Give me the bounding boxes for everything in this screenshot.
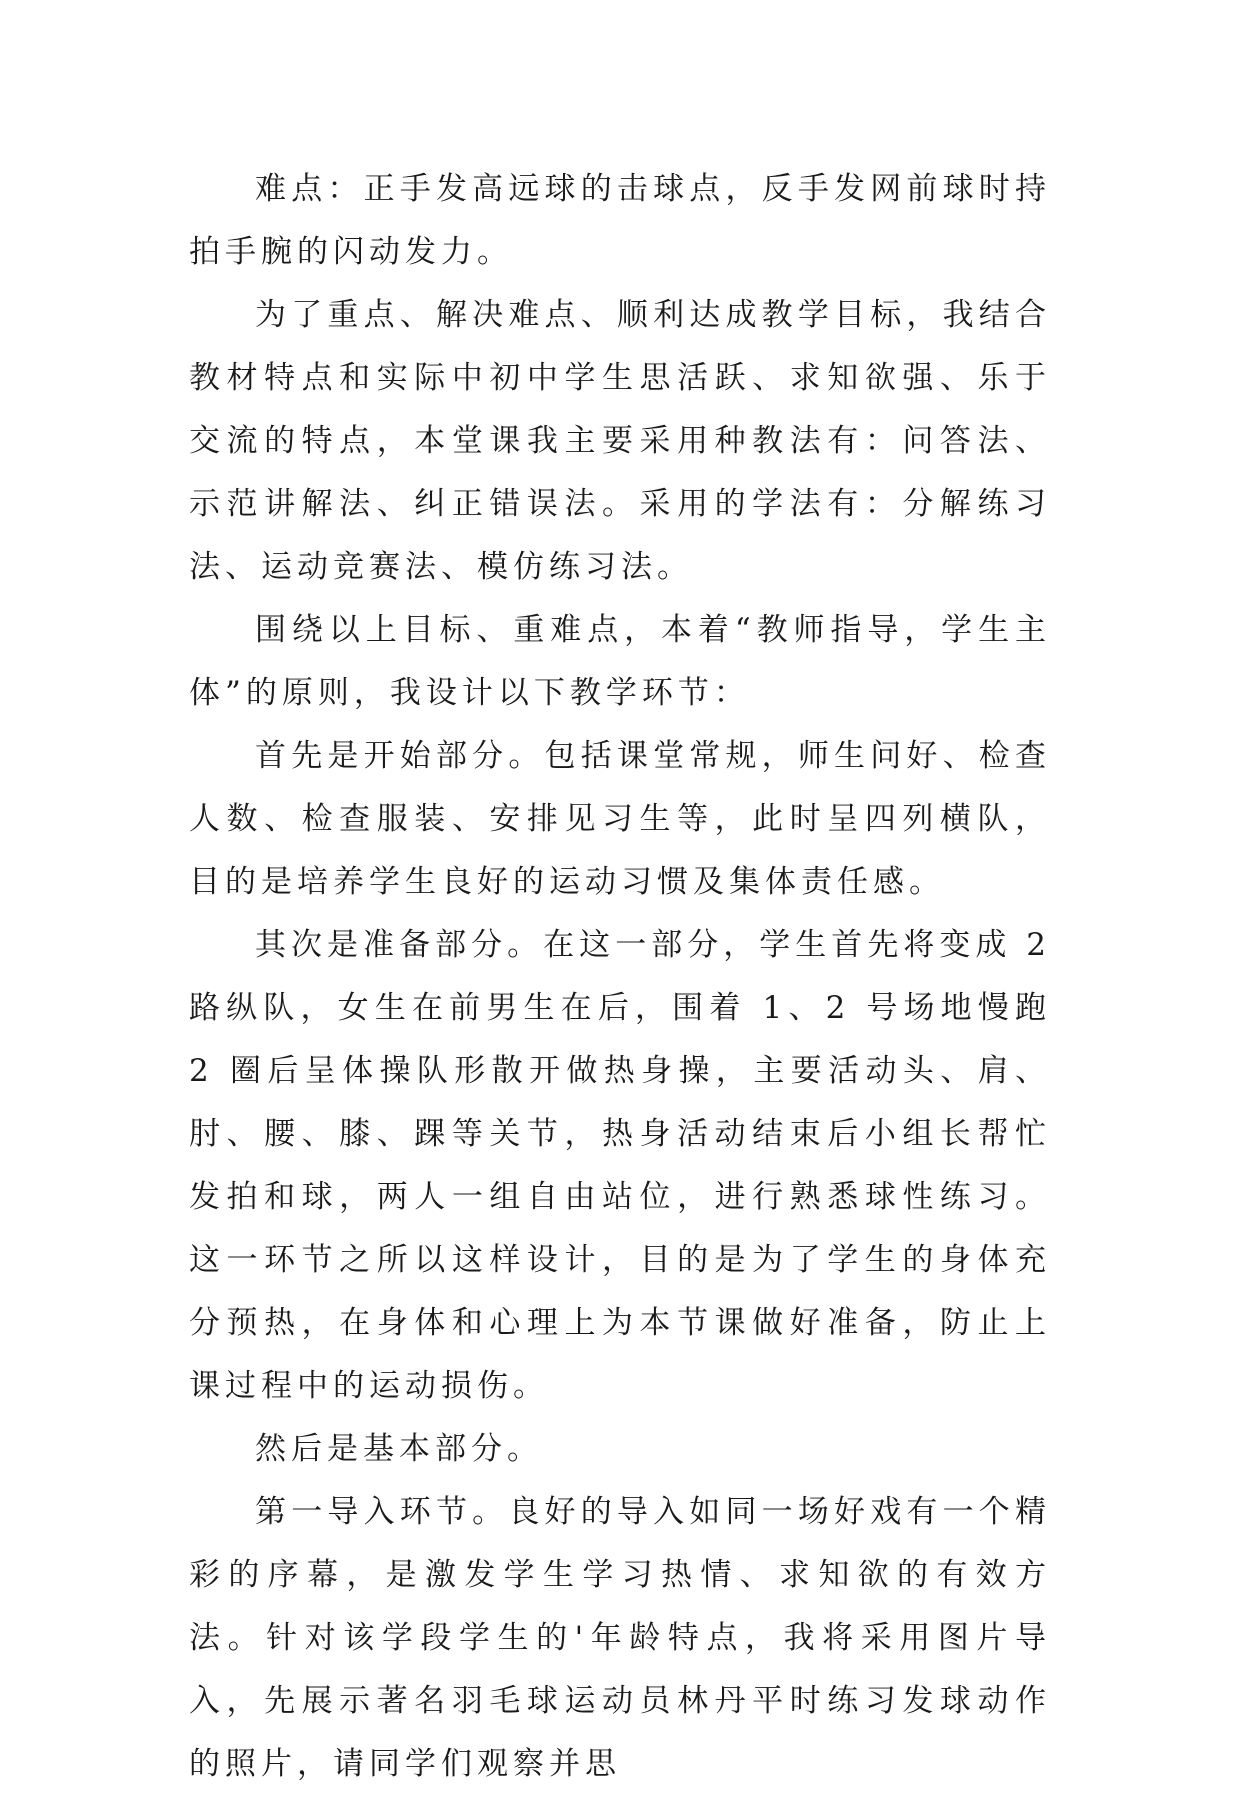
paragraph-preparation-part: 其次是准备部分。在这一部分，学生首先将变成 2 路纵队，女生在前男生在后，围着 1、2 号场地慢跑 2 圈后呈体操队形散开做热身操，主要活动头、肩、肘、腰、膝、踝等关节，热身活动结束后小组长帮忙发拍和球，两人一组自由站位，进行熟悉球性练习。这一环节之所以这样设计，目的是为了学生的身体充分预热，在身体和心理上为本节课做好准备，防止上课过程中的运动损伤。: [189, 927, 1051, 1404]
paragraph-design-principle: 围绕以上目标、重难点，本着“教师指导，学生主体”的原则，我设计以下教学环节：: [189, 612, 1051, 711]
paragraph-opening-part: 首先是开始部分。包括课堂常规，师生问好、检查人数、检查服装、安排见习生等，此时呈四列横队，目的是培养学生良好的运动习惯及集体责任感。: [189, 738, 1051, 900]
paragraph-introduction: 第一导入环节。良好的导入如同一场好戏有一个精彩的序幕，是激发学生学习热情、求知欲的有效方法。针对该学段学生的'年龄特点，我将采用图片导入，先展示著名羽毛球运动员林丹平时练习发球动作的照片，请同学们观察并思: [189, 1494, 1051, 1782]
paragraph-teaching-methods: 为了重点、解决难点、顺利达成教学目标，我结合教材特点和实际中初中学生思活跃、求知欲强、乐于交流的特点，本堂课我主要采用种教法有：问答法、示范讲解法、纠正错误法。采用的学法有：分解练习法、运动竞赛法、模仿练习法。: [189, 297, 1051, 585]
paragraph-basic-part: 然后是基本部分。: [255, 1431, 543, 1467]
document-body: [189, 158, 1051, 1796]
paragraph-difficulty: 难点：正手发高远球的击球点，反手发网前球时持拍手腕的闪动发力。: [189, 171, 1051, 270]
